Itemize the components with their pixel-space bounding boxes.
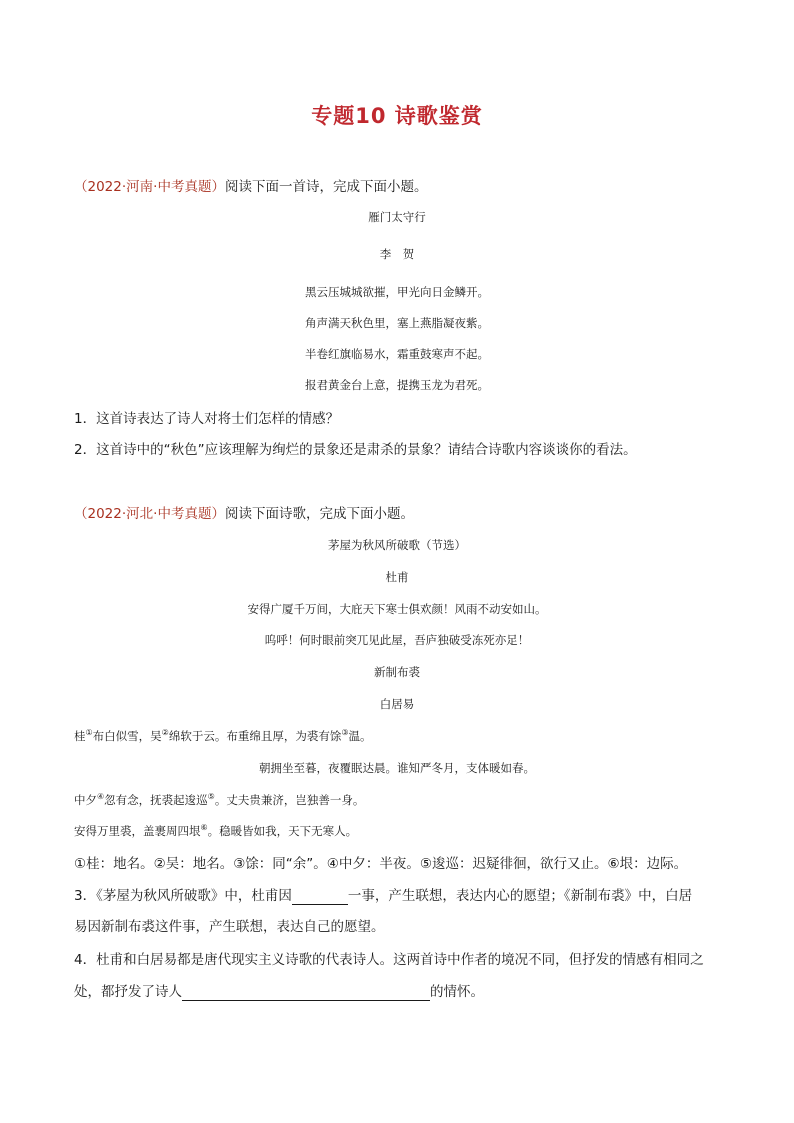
question-3: 3．《茅屋为秋风所破歌》中，杜甫因 一事，产生联想，表达内心的愿望；《新制布裘》中，白居 xyxy=(74,888,693,904)
poem-line: 安得广厦千万间，大庇天下寒士俱欢颜！风雨不动安如山。 xyxy=(247,602,547,616)
question-3-cont: 易因新制布裘这件事，产生联想，表达自己的愿望。 xyxy=(74,919,385,935)
page-title: 专题10 诗歌鉴赏 xyxy=(311,104,483,128)
footnote-mark: ⑥ xyxy=(200,823,208,833)
footnote-mark: ⑤ xyxy=(207,792,215,802)
poem-line: 中夕④忽有念，抚裘起逡巡⑤。丈夫贵兼济，岂独善一身。 xyxy=(74,792,365,807)
poem-title: 新制布裘 xyxy=(374,665,420,679)
poem-author: 李 贺 xyxy=(379,247,415,261)
poem-author: 杜甫 xyxy=(385,570,409,584)
section1-instruction: 阅读下面一首诗，完成下面小题。 xyxy=(224,179,428,195)
answer-blank[interactable] xyxy=(292,890,348,905)
section2-header xyxy=(74,505,414,523)
poem-line: 黑云压城城欲摧，甲光向日金鳞开。 xyxy=(305,285,489,299)
section1-source: （2022·河南·中考真题） xyxy=(74,179,225,195)
poem-title: 茅屋为秋风所破歌（节选） xyxy=(328,538,466,552)
poem-line: 报君黄金台上意，提携玉龙为君死。 xyxy=(305,378,489,392)
poem-title: 雁门太守行 xyxy=(368,210,426,224)
poem-line: 安得万里裘，盖裹周四垠⑥。稳暖皆如我，天下无寒人。 xyxy=(74,823,358,838)
section1-header xyxy=(74,178,427,196)
poem-author: 白居易 xyxy=(379,697,415,711)
footnote-mark: ② xyxy=(161,728,169,738)
section2-source: （2022·河北·中考真题） xyxy=(74,506,225,522)
question-4-cont: 处，都抒发了诗人 的情怀。 xyxy=(74,984,484,1000)
footnote-mark: ① xyxy=(85,728,93,738)
question-4: 4．杜甫和白居易都是唐代现实主义诗歌的代表诗人。这两首诗中作者的境况不同，但抒发的情感有相同之 xyxy=(74,952,704,968)
section2-instruction: 阅读下面诗歌，完成下面小题。 xyxy=(224,506,414,522)
poem-line: 半卷红旗临易水，霜重鼓寒声不起。 xyxy=(305,347,489,361)
poem-line: 桂①布白似雪，吴②绵软于云。布重绵且厚，为裘有馀③温。 xyxy=(74,728,372,743)
question-1: 1．这首诗表达了诗人对将士们怎样的情感？ xyxy=(74,411,340,427)
poem-line: 角声满天秋色里，塞上燕脂凝夜紫。 xyxy=(305,316,489,330)
footnotes: ①桂：地名。②吴：地名。③馀：同“余”。④中夕：半夜。⑤逡巡：迟疑徘徊，欲行又止。⑥垠：边际。 xyxy=(74,856,688,872)
poem-line: 呜呼！何时眼前突兀见此屋，吾庐独破受冻死亦足！ xyxy=(264,633,530,647)
question-2: 2．这首诗中的“秋色”应该理解为绚烂的景象还是肃杀的景象？请结合诗歌内容谈谈你的看法。 xyxy=(74,442,637,458)
answer-blank[interactable] xyxy=(182,986,430,1001)
footnote-mark: ④ xyxy=(97,792,105,802)
poem-line: 朝拥坐至暮，夜覆眠达晨。谁知严冬月，支体暖如春。 xyxy=(259,761,535,775)
footnote-mark: ③ xyxy=(341,728,349,738)
